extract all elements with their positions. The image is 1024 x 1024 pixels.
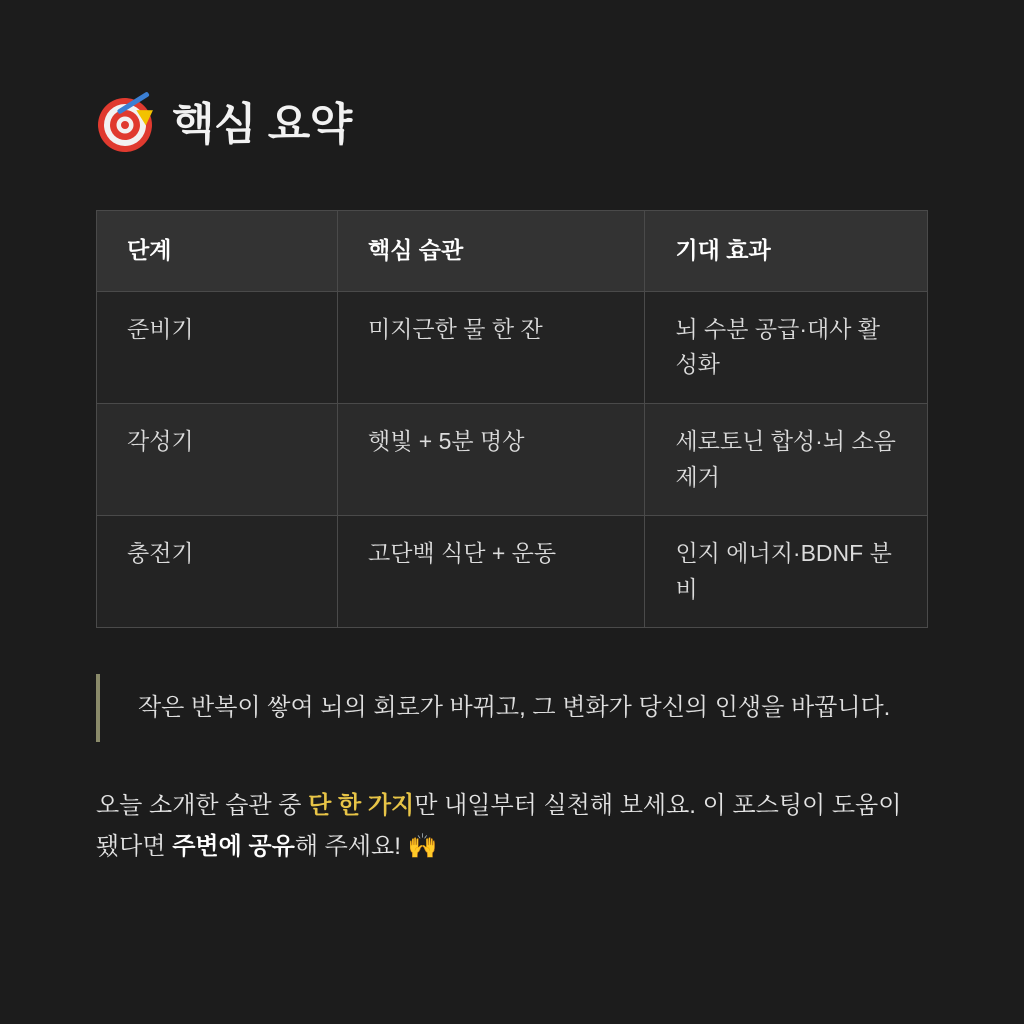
closing-paragraph <box>96 786 928 868</box>
closing-text-part3: 해 주세요! <box>294 832 408 860</box>
table-row <box>97 516 928 628</box>
table-cell-stage: 각성기 <box>97 403 338 515</box>
table-header-cell-effect: 기대 효과 <box>645 211 928 292</box>
table-header-row <box>97 211 928 292</box>
blockquote-text: 작은 반복이 쌓여 뇌의 회로가 바뀌고, 그 변화가 당신의 인생을 바꿉니다. <box>138 694 891 722</box>
blockquote <box>96 674 896 742</box>
table-cell-effect: 인지 에너지·BDNF 분비 <box>675 540 892 602</box>
table-cell-stage: 충전기 <box>97 516 338 628</box>
table-cell-habit: 미지근한 물 한 잔 <box>337 291 644 403</box>
table-cell-habit: 햇빛 + 5분 명상 <box>337 403 644 515</box>
closing-highlight-share: 주변에 공유 <box>172 832 295 860</box>
closing-text-part1: 오늘 소개한 습관 중 <box>96 792 309 820</box>
table-cell-habit: 고단백 식단 + 운동 <box>337 516 644 628</box>
table-header-cell-stage: 단계 <box>97 211 338 292</box>
summary-table <box>96 210 928 628</box>
page-title-text: 핵심 요약 <box>172 99 352 149</box>
table-row <box>97 403 928 515</box>
closing-highlight-one-habit: 단 한 가지 <box>308 792 415 820</box>
table-header-cell-habit: 핵심 습관 <box>337 211 644 292</box>
closing-text-part2: 만 내일부터 실천해 보세요. 이 포스팅이 도움이 됐다면 <box>96 792 902 860</box>
table-cell-effect: 세로토닌 합성·뇌 소음 제거 <box>675 427 896 490</box>
table-row <box>97 291 928 403</box>
raised-hands-icon: 🙌 <box>407 832 438 860</box>
target-dart-icon <box>96 96 154 154</box>
table-cell-effect: 뇌 수분 공급·대사 활성화 <box>675 315 881 378</box>
table-cell-stage: 준비기 <box>97 291 338 403</box>
page-title <box>96 96 928 154</box>
